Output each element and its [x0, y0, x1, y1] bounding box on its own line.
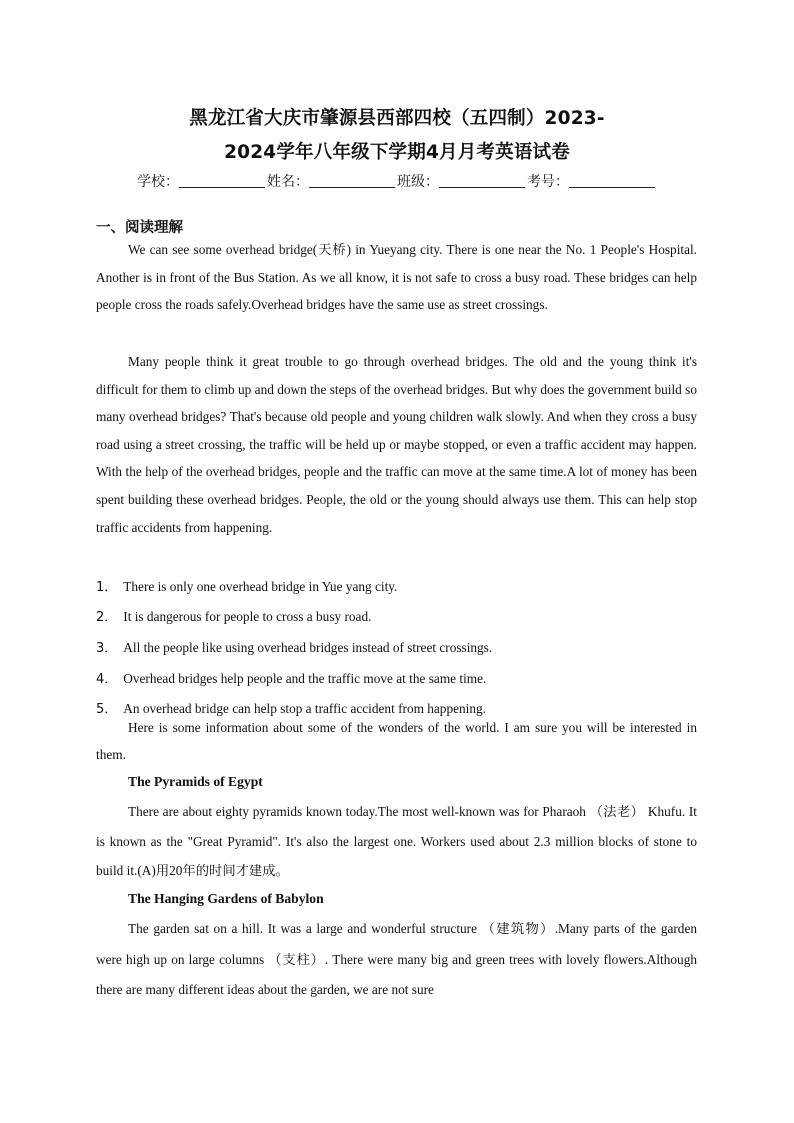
passage1-paragraph2: Many people think it great trouble to go through overhead bridges. The old and the young think it's difficult for them to climb up and down the steps of the overhead bridges. But why does the government build so many overhead bridges? That's because old people and young children walk slowly. And when they cross a busy road using a street crossing, the traffic will be held up or maybe stopped, or even a traffic accident may happen. With the help of the overhead bridges, people and the traffic can move at the same time.A lot of money has been spent building these overhead bridges. People, the old or the young should always use them. This can help stop traffic accidents from happening.: [96, 354, 697, 535]
question-number: 4．: [96, 672, 118, 687]
question-item: [96, 637, 697, 656]
pyramids-paragraph: There are about eighty pyramids known today.The most well-known was for Pharaoh （法老） Khufu. It is known as the "Great Pyramid". It's also the largest one. Workers used about 2.3 million blocks of stone to build it.(A)用20年的时间才建成。: [96, 804, 697, 878]
question-item: [96, 668, 697, 687]
hanging-gardens-paragraph: The garden sat on a hill. It was a large and wonderful structure （建筑物）.Many parts of the garden were high up on large columns （支柱）. There were many big and green trees with lovely flowers.Although there are many different ideas about the garden, we are not sure: [96, 921, 697, 997]
question-item: [96, 606, 697, 625]
class-blank[interactable]: [439, 173, 525, 188]
question-text: An overhead bridge can help stop a traffic accident from happening.: [123, 701, 486, 716]
question-number: 2．: [96, 610, 118, 625]
class-label: 班级：: [397, 174, 439, 190]
section-heading: 一、阅读理解: [96, 220, 183, 236]
exam-number-blank[interactable]: [569, 173, 655, 188]
student-info-line: [0, 171, 794, 191]
passage1-paragraph1: We can see some overhead bridge(天桥) in Yueyang city. There is one near the No. 1 People's Hospital. Another is in front of the Bus Station. As we all know, it is not safe to cross a busy road. These bridges can help people cross the roads safely.Overhead bridges have the same use as street crossings.: [96, 242, 697, 313]
question-item: [96, 576, 697, 595]
name-blank[interactable]: [309, 173, 395, 188]
school-blank[interactable]: [179, 173, 265, 188]
school-label: 学校：: [137, 174, 179, 190]
pyramids-heading: The Pyramids of Egypt: [128, 774, 263, 789]
question-number: 5．: [96, 702, 118, 717]
question-text: All the people like using overhead bridges instead of street crossings.: [123, 640, 493, 655]
question-number: 3．: [96, 641, 118, 656]
question-text: It is dangerous for people to cross a busy road.: [123, 609, 372, 624]
question-number: 1．: [96, 580, 118, 595]
exam-number-label: 考号：: [527, 174, 569, 190]
exam-title-line1: 黑龙江省大庆市肇源县西部四校（五四制）2023-: [189, 108, 605, 129]
name-label: 姓名：: [267, 174, 309, 190]
question-text: There is only one overhead bridge in Yue yang city.: [123, 579, 398, 594]
question-text: Overhead bridges help people and the traffic move at the same time.: [123, 671, 487, 686]
hanging-gardens-heading: The Hanging Gardens of Babylon: [128, 891, 324, 906]
exam-title-line2: 2024学年八年级下学期4月月考英语试卷: [224, 142, 570, 163]
passage2-intro: Here is some information about some of the wonders of the world. I am sure you will be interested in them.: [96, 720, 697, 763]
